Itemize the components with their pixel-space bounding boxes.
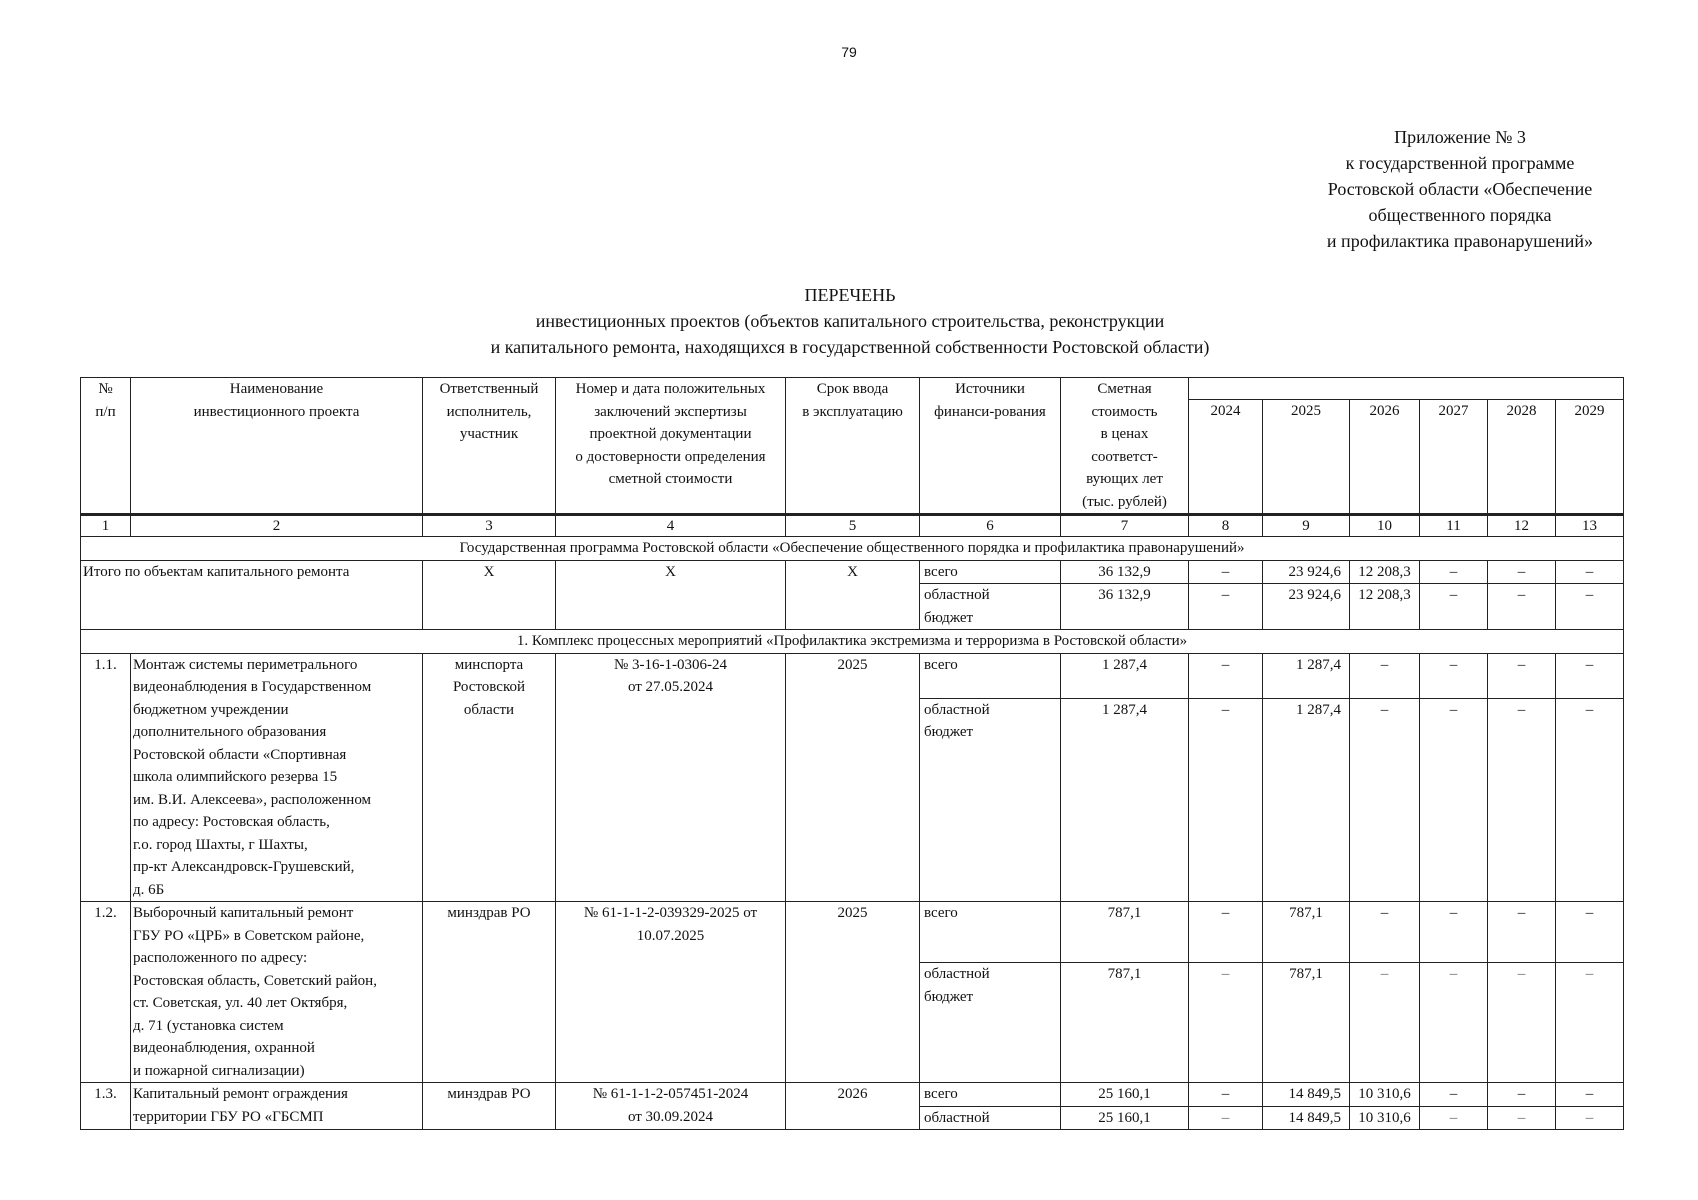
year-value: – [1556,653,1624,698]
year-value: 1 287,4 [1263,653,1350,698]
header-year: 2025 [1263,400,1350,515]
year-value: – [1556,1106,1624,1130]
column-number: 6 [920,515,1061,537]
year-value: – [1189,653,1263,698]
project-commissioning: 2026 [786,1083,920,1130]
project-number: 1.1. [81,653,131,902]
year-value: – [1350,698,1420,902]
year-value: – [1350,963,1420,1083]
annex-line: общественного порядка [1368,205,1552,225]
title-line: инвестиционных проектов (объектов капитального строительства, реконструкции [535,311,1165,331]
year-value: – [1420,1106,1488,1130]
project-responsible: минспорта Ростовской области [423,653,556,902]
header-years-group [1189,378,1624,400]
year-value: – [1420,1083,1488,1107]
year-value: 23 924,6 [1263,560,1350,584]
year-value: – [1420,584,1488,630]
header-year: 2024 [1189,400,1263,515]
estimated-cost: 1 287,4 [1061,653,1189,698]
year-value: – [1350,653,1420,698]
year-value: – [1189,1106,1263,1130]
section-title-row [81,630,1624,654]
header-year: 2028 [1488,400,1556,515]
year-value: 14 849,5 [1263,1106,1350,1130]
annex-line: Ростовской области «Обеспечение [1327,179,1593,199]
year-value: – [1189,698,1263,902]
year-value: – [1420,902,1488,963]
year-value: – [1556,560,1624,584]
year-value: – [1556,584,1624,630]
funding-source: областной бюджет [920,963,1061,1083]
total-expertise: Х [556,560,786,630]
header-responsible: Ответственный исполнитель, участник [423,378,556,515]
header-commissioning: Срок ввода в эксплуатацию [786,378,920,515]
year-value: 14 849,5 [1263,1083,1350,1107]
project-row [81,1083,1624,1107]
year-value: – [1420,653,1488,698]
year-value: – [1488,653,1556,698]
section-title: 1. Комплекс процессных мероприятий «Профилактика экстремизма и терроризма в Ростовской области» [81,630,1624,654]
year-value: – [1488,1106,1556,1130]
project-expertise: № 61-1-1-2-039329-2025 от 10.07.2025 [556,902,786,1083]
project-number: 1.3. [81,1083,131,1130]
table-header-row [81,378,1624,400]
year-value: – [1189,1083,1263,1107]
year-value: – [1420,963,1488,1083]
year-value: 10 310,6 [1350,1083,1420,1107]
estimated-cost: 787,1 [1061,902,1189,963]
year-value: – [1488,698,1556,902]
funding-source: областной бюджет [920,584,1061,630]
year-value: – [1189,560,1263,584]
project-name: Монтаж системы периметрального видеонаблюдения в Государственном бюджетном учреждении дополнительного образования Ростовской области «Спортивная школа олимпийского резерва 15 им. В.И. Алексеева», расположенном по адресу: Ростовская область, г.о. город Шахты, г Шахты, пр-кт Александровск-Грушевский, д. 6Б [131,653,423,902]
column-number: 1 [81,515,131,537]
year-value: – [1556,698,1624,902]
total-label: Итого по объектам капитального ремонта [81,560,423,630]
project-responsible: минздрав РО [423,1083,556,1130]
project-commissioning: 2025 [786,653,920,902]
funding-source: областной бюджет [920,698,1061,902]
funding-source: всего [920,1083,1061,1107]
year-value: 12 208,3 [1350,584,1420,630]
project-name: Выборочный капитальный ремонт ГБУ РО «ЦРБ» в Советском районе, расположенного по адресу: Ростовская область, Советский район, ст. Советская, ул. 40 лет Октября, д. 71 (установка систем видеонаблюдения, охранной и пожарной сигнализации) [131,902,423,1083]
header-year: 2027 [1420,400,1488,515]
year-value: – [1189,584,1263,630]
funding-source: всего [920,902,1061,963]
funding-source: областной [920,1106,1061,1130]
year-value: 787,1 [1263,963,1350,1083]
header-year: 2026 [1350,400,1420,515]
document-title [300,282,1400,360]
column-number: 12 [1488,515,1556,537]
estimated-cost: 36 132,9 [1061,584,1189,630]
header-num: № п/п [81,378,131,515]
column-number: 9 [1263,515,1350,537]
year-value: – [1488,963,1556,1083]
year-value: 23 924,6 [1263,584,1350,630]
investment-projects-table [80,377,1624,1130]
column-number: 7 [1061,515,1189,537]
column-number: 5 [786,515,920,537]
project-expertise: № 3-16-1-0306-24 от 27.05.2024 [556,653,786,902]
estimated-cost: 1 287,4 [1061,698,1189,902]
annex-line: Приложение № 3 [1394,127,1526,147]
column-number: 10 [1350,515,1420,537]
column-number: 4 [556,515,786,537]
project-row [81,902,1624,963]
title-heading: ПЕРЕЧЕНЬ [804,285,896,305]
column-number: 13 [1556,515,1624,537]
project-number: 1.2. [81,902,131,1083]
year-value: – [1488,902,1556,963]
page-number: 79 [841,44,857,60]
total-commissioning: Х [786,560,920,630]
year-value: – [1420,560,1488,584]
year-value: 12 208,3 [1350,560,1420,584]
year-value: – [1556,902,1624,963]
header-name: Наименование инвестиционного проекта [131,378,423,515]
annex-line: к государственной программе [1345,153,1575,173]
funding-source: всего [920,653,1061,698]
year-value: 787,1 [1263,902,1350,963]
column-number: 8 [1189,515,1263,537]
column-number: 11 [1420,515,1488,537]
program-title: Государственная программа Ростовской области «Обеспечение общественного порядка и профилактика правонарушений» [81,537,1624,561]
year-value: – [1189,902,1263,963]
project-row [81,653,1624,698]
annex-line: и профилактика правонарушений» [1326,231,1594,251]
title-line: и капитального ремонта, находящихся в государственной собственности Ростовской области) [490,337,1210,357]
estimated-cost: 25 160,1 [1061,1083,1189,1107]
funding-source: всего [920,560,1061,584]
year-value: 10 310,6 [1350,1106,1420,1130]
header-cost: Сметная стоимость в ценах соответст- вующих лет (тыс. рублей) [1061,378,1189,515]
year-value: – [1189,963,1263,1083]
year-value: – [1556,963,1624,1083]
column-number: 2 [131,515,423,537]
year-value: – [1488,1083,1556,1107]
year-value: – [1350,902,1420,963]
year-value: – [1556,1083,1624,1107]
column-numbers-row [81,515,1624,537]
header-sources: Источники финанси-рования [920,378,1061,515]
estimated-cost: 36 132,9 [1061,560,1189,584]
year-value: – [1488,584,1556,630]
year-value: – [1488,560,1556,584]
column-number: 3 [423,515,556,537]
program-title-row [81,537,1624,561]
project-commissioning: 2025 [786,902,920,1083]
project-expertise: № 61-1-1-2-057451-2024 от 30.09.2024 [556,1083,786,1130]
estimated-cost: 25 160,1 [1061,1106,1189,1130]
header-year: 2029 [1556,400,1624,515]
project-name: Капитальный ремонт ограждения территории ГБУ РО «ГБСМП [131,1083,423,1130]
total-row [81,560,1624,584]
total-responsible: Х [423,560,556,630]
annex-header [1290,124,1630,254]
year-value: 1 287,4 [1263,698,1350,902]
project-responsible: минздрав РО [423,902,556,1083]
header-expertise: Номер и дата положительных заключений экспертизы проектной документации о достоверности определения сметной стоимости [556,378,786,515]
year-value: – [1420,698,1488,902]
estimated-cost: 787,1 [1061,963,1189,1083]
